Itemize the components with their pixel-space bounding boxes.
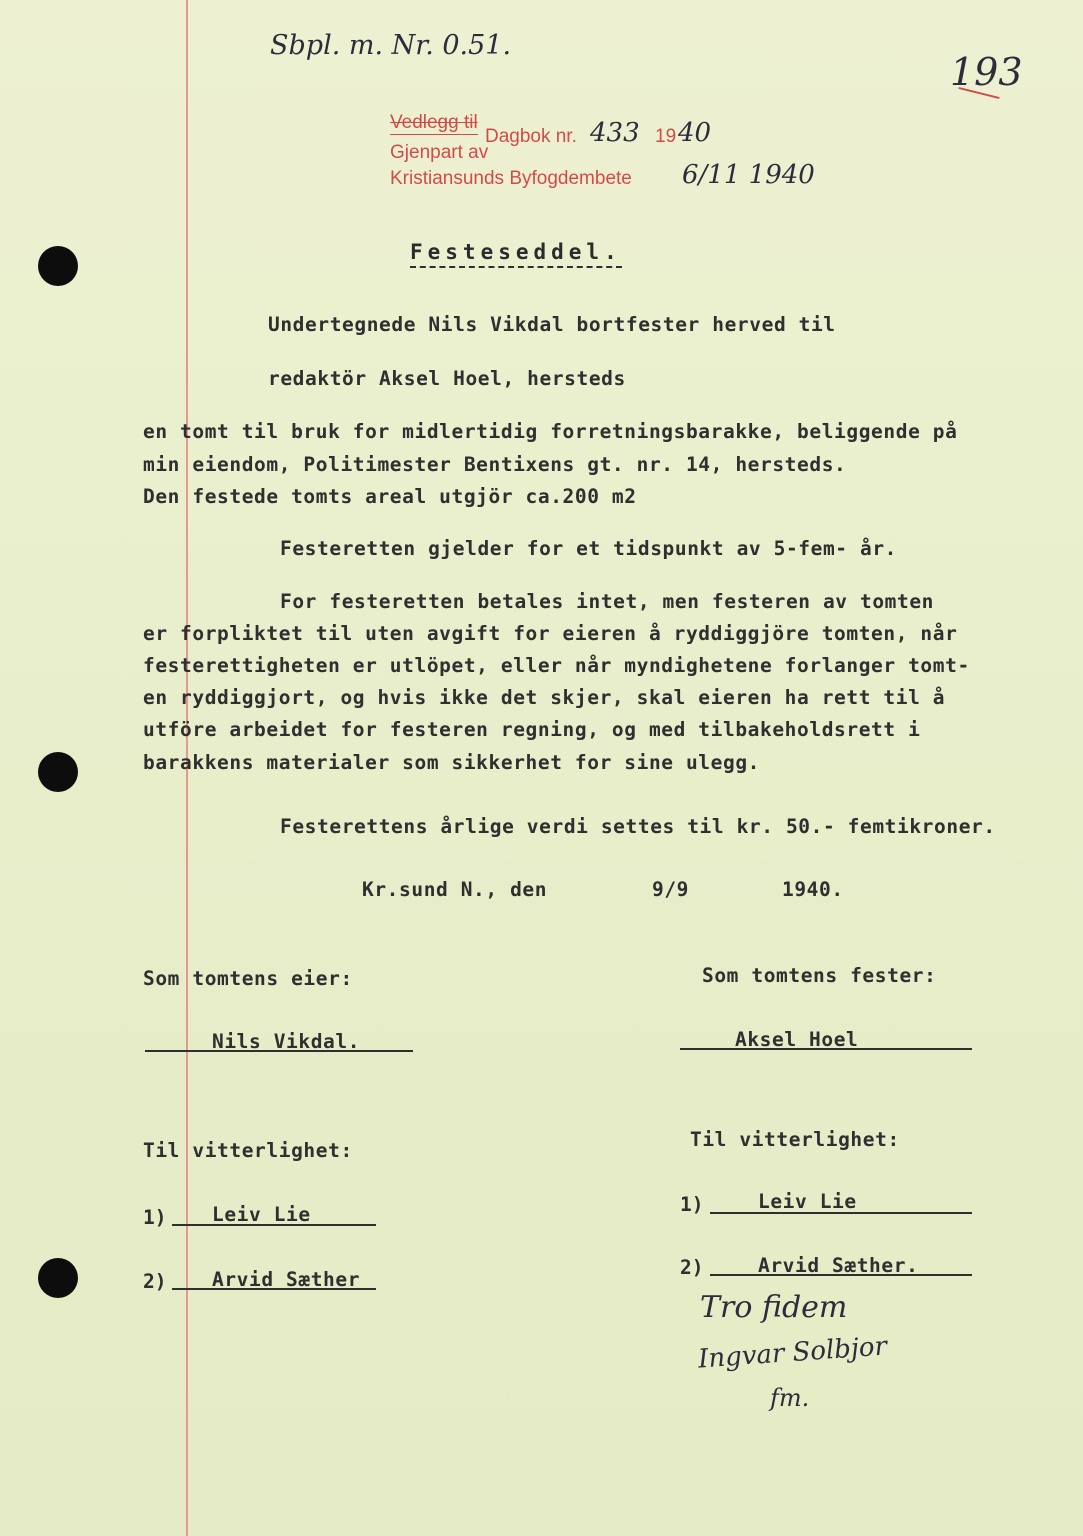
punch-hole-middle bbox=[38, 752, 78, 792]
holder-name: Aksel Hoel bbox=[735, 1028, 859, 1051]
punch-hole-bottom bbox=[38, 1258, 78, 1298]
owner-label: Som tomtens eier: bbox=[143, 967, 353, 990]
left-witness-2-name: Arvid Sæther bbox=[212, 1268, 361, 1291]
stamp-line-2: Gjenpart av bbox=[390, 142, 489, 163]
body-line-2: redaktör Aksel Hoel, hersteds bbox=[268, 367, 626, 390]
handwritten-reference: Sbpl. m. Nr. 0.51. bbox=[270, 30, 512, 61]
place: Kr.sund N., den bbox=[362, 878, 548, 901]
left-witness-1-num: 1) bbox=[143, 1206, 167, 1229]
body-line-13: Festerettens årlige verdi settes til kr. 50.- femtikroner. bbox=[280, 815, 996, 838]
body-line-5: Den festede tomts areal utgjör ca.200 m2 bbox=[143, 485, 637, 508]
year: 1940. bbox=[782, 878, 844, 901]
body-line-6: Festeretten gjelder for et tidspunkt av 5-fem- år. bbox=[280, 537, 897, 560]
right-witness-2-name: Arvid Sæther. bbox=[758, 1254, 919, 1277]
date: 9/9 bbox=[652, 878, 690, 901]
right-witness-2-num: 2) bbox=[680, 1256, 704, 1279]
body-line-1: Undertegnede Nils Vikdal bortfester herved til bbox=[268, 313, 836, 336]
body-line-10: en ryddiggjort, og hvis ikke det skjer, skal eieren ha rett til å bbox=[143, 686, 946, 709]
body-line-12: barakkens materialer som sikkerhet for sine ulegg. bbox=[143, 751, 760, 774]
witness-label-right: Til vitterlighet: bbox=[690, 1128, 900, 1151]
attest-line-1: Tro fidem bbox=[700, 1290, 848, 1325]
right-witness-1-num: 1) bbox=[680, 1193, 704, 1216]
holder-label: Som tomtens fester: bbox=[702, 964, 937, 987]
body-line-7: For festeretten betales intet, men festeren av tomten bbox=[280, 590, 935, 613]
document-title: Festeseddel. bbox=[410, 240, 622, 268]
handwritten-stamp-date: 6/11 1940 bbox=[682, 160, 815, 190]
dagbok-number: 433 bbox=[590, 118, 640, 148]
body-line-11: utföre arbeidet for festeren regning, og med tilbakeholdsrett i bbox=[143, 718, 921, 741]
stamp-dagbok-label: Dagbok nr. bbox=[484, 126, 577, 147]
stamp-line-1 bbox=[390, 112, 577, 147]
witness-label-left: Til vitterlighet: bbox=[143, 1139, 353, 1162]
body-line-4: min eiendom, Politimester Bentixens gt. nr. 14, hersteds. bbox=[143, 453, 847, 476]
page-number: 193 bbox=[950, 50, 1023, 94]
stamp-year-prefix: 19 bbox=[655, 126, 677, 147]
owner-name: Nils Vikdal. bbox=[212, 1030, 361, 1053]
right-witness-1-name: Leiv Lie bbox=[758, 1190, 857, 1213]
left-witness-2-num: 2) bbox=[143, 1270, 167, 1293]
punch-hole-top bbox=[38, 246, 78, 286]
stamp-year-suffix: 40 bbox=[678, 118, 712, 148]
body-line-9: festerettigheten er utlöpet, eller når myndighetene forlanger tomt- bbox=[143, 654, 970, 677]
attest-line-3: fm. bbox=[770, 1384, 810, 1412]
attest-signature: Ingvar Solbjor bbox=[697, 1331, 888, 1375]
body-line-8: er forpliktet til uten avgift for eieren å ryddiggjöre tomten, når bbox=[143, 622, 958, 645]
stamp-struck-text: Vedlegg til bbox=[390, 112, 478, 133]
stamp-line-3: Kristiansunds Byfogdembete bbox=[390, 168, 632, 189]
body-line-3: en tomt til bruk for midlertidig forretningsbarakke, beliggende på bbox=[143, 420, 958, 443]
left-witness-1-name: Leiv Lie bbox=[212, 1203, 311, 1226]
